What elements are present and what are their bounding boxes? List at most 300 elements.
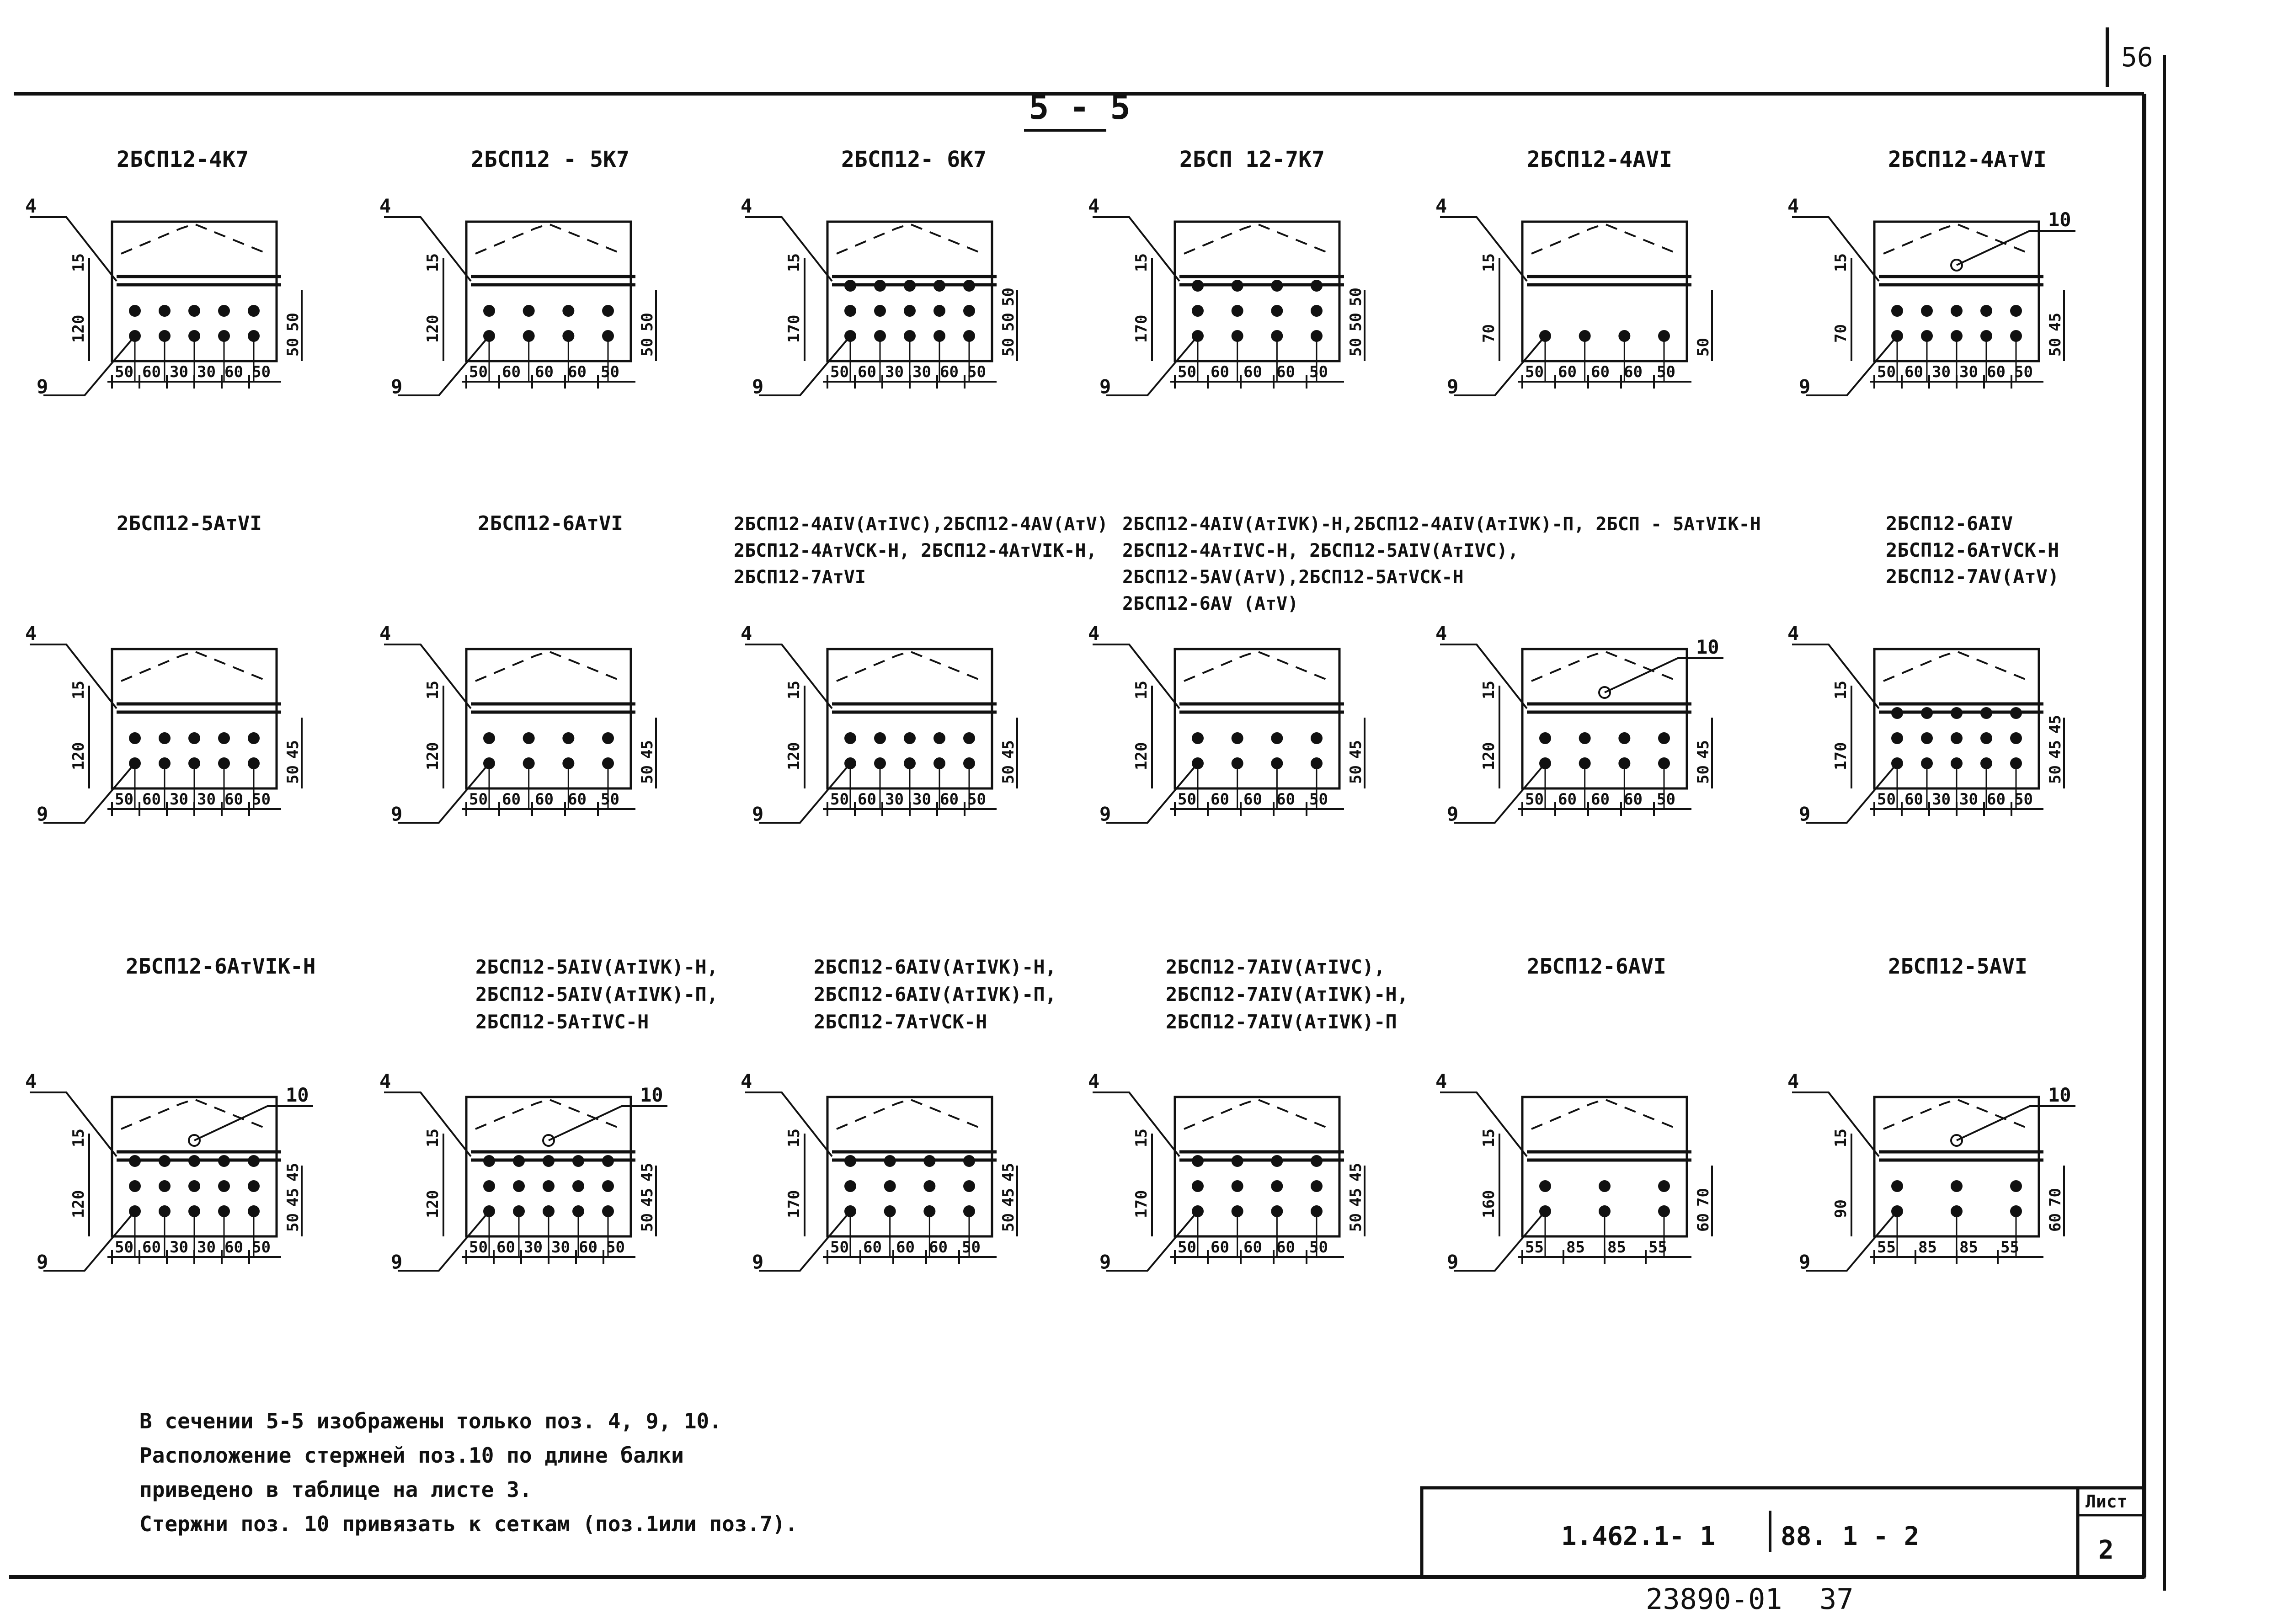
rebar-dot (1891, 1180, 1903, 1192)
dimension-label-bottom: 50 (469, 363, 488, 381)
dimension-label-right: 60 (1694, 1213, 1712, 1232)
rebar-dot (1232, 280, 1243, 292)
dimension-label-bottom: 60 (1987, 790, 2006, 809)
dimension-label-bottom: 50 (601, 790, 619, 809)
rebar-dot (844, 305, 856, 317)
rebar-dot (2010, 732, 2022, 744)
rebar-dot (159, 1155, 171, 1167)
note-line-2: Расположение стержней поз.10 по длине балки (139, 1443, 684, 1468)
rebar-dot (513, 1180, 525, 1192)
mark-pos-9: 9 (37, 1251, 48, 1273)
mark-pos-4: 4 (379, 622, 391, 644)
rebar-dot (1271, 305, 1283, 317)
rebar-dot (523, 732, 535, 744)
dimension-label-bottom: 60 (1904, 790, 1923, 809)
dimension-label-bottom: 60 (1624, 363, 1643, 381)
dimension-label-bottom: 30 (197, 790, 216, 809)
cross-section-r1c1 (25, 195, 302, 398)
mark-pos-9: 9 (37, 375, 48, 398)
dimension-label-left: 15 (1832, 1129, 1850, 1147)
dimension-label-bottom: 60 (1211, 363, 1229, 381)
dimension-label-left: 15 (1132, 681, 1151, 699)
dimension-label-right: 45 (284, 1163, 302, 1182)
mark-pos-4: 4 (25, 1070, 37, 1092)
dimension-label-bottom: 30 (524, 1238, 543, 1257)
dimension-label-right: 45 (999, 1163, 1018, 1182)
row-1-titles (117, 147, 2047, 172)
mark-pos-9: 9 (752, 375, 764, 398)
dimension-label-right: 45 (2046, 740, 2064, 759)
notes-block (139, 1409, 798, 1536)
dimension-label-left: 15 (785, 253, 803, 272)
rebar-dot (562, 305, 574, 317)
dimension-label-left: 170 (1132, 314, 1151, 343)
cross-section-r3c3 (741, 1070, 1018, 1273)
dimension-label-right: 50 (638, 765, 656, 784)
dimension-label-left: 120 (69, 1190, 88, 1218)
mark-pos-9: 9 (752, 803, 764, 825)
dimension-label-left: 70 (1480, 324, 1498, 343)
roof-dashed-line (121, 651, 267, 681)
rebar-dot (2010, 305, 2022, 317)
rebar-dot (1951, 1180, 1963, 1192)
dimension-label-bottom: 30 (551, 1238, 570, 1257)
dimension-label-bottom: 85 (1959, 1238, 1978, 1257)
dimension-label-bottom: 30 (170, 790, 188, 809)
dimension-label-bottom: 60 (863, 1238, 882, 1257)
rebar-dot (1951, 305, 1963, 317)
section-title-r2c3-l2: 2БСП12-4АтVСК-Н, 2БСП12-4АтVIК-Н, (734, 540, 1097, 561)
section-title-r3c5: 2БСП12-6АVI (1527, 954, 1666, 979)
rebar-dot (2010, 707, 2022, 719)
rebar-dot (543, 1155, 555, 1167)
rebar-dot (1658, 1180, 1670, 1192)
rebar-dot (963, 1155, 975, 1167)
dimension-label-bottom: 85 (1918, 1238, 1937, 1257)
dimension-label-bottom: 50 (1877, 363, 1896, 381)
row-2-titles (117, 512, 2059, 614)
section-title-r1c2: 2БСП12 - 5К7 (471, 147, 629, 172)
dimension-label-left: 70 (1832, 324, 1850, 343)
mark-pos-9: 9 (1799, 1251, 1811, 1273)
dimension-label-left: 15 (424, 253, 442, 272)
rebar-dot (248, 1155, 260, 1167)
dimension-label-bottom: 30 (170, 363, 188, 381)
dimension-label-bottom: 60 (568, 790, 587, 809)
dimension-label-right: 45 (999, 740, 1018, 759)
rebar-dot (1658, 732, 1670, 744)
rebar-dot (933, 732, 945, 744)
mark-pos-4: 4 (1088, 195, 1100, 217)
section-title-r3c4-l3: 2БСП12-7АIV(АтIVК)-П (1166, 1011, 1397, 1033)
rebar-dot (1192, 1155, 1204, 1167)
dimension-label-bottom: 60 (1211, 790, 1229, 809)
dimension-label-right: 45 (638, 1163, 656, 1182)
rebar-dot (1192, 305, 1204, 317)
mark-pos-9: 9 (1799, 375, 1811, 398)
mark-pos-9: 9 (1099, 1251, 1111, 1273)
dimension-label-bottom: 30 (170, 1238, 188, 1257)
dimension-label-left: 170 (1832, 742, 1850, 770)
dimension-label-bottom: 50 (1309, 1238, 1328, 1257)
dimension-label-bottom: 55 (1648, 1238, 1667, 1257)
rebar-dot (1271, 280, 1283, 292)
cross-section-r2c1 (25, 622, 302, 825)
dimension-label-bottom: 60 (142, 1238, 161, 1257)
rebar-dot (874, 305, 886, 317)
corner-mark: 56 (2121, 42, 2153, 73)
rebar-dot (963, 1180, 975, 1192)
dimension-label-left: 170 (785, 1190, 803, 1218)
dimension-label-bottom: 50 (830, 1238, 849, 1257)
roof-dashed-line (475, 1099, 622, 1129)
dimension-label-bottom: 60 (535, 363, 554, 381)
section-title-r1c3: 2БСП12- 6К7 (841, 147, 987, 172)
dimension-label-bottom: 60 (1276, 790, 1295, 809)
mark-pos-4: 4 (379, 195, 391, 217)
rebar-dot (1271, 1180, 1283, 1192)
dimension-label-bottom: 85 (1607, 1238, 1626, 1257)
dimension-label-left: 170 (785, 314, 803, 343)
dimension-label-bottom: 30 (885, 790, 904, 809)
dimension-label-left: 120 (1480, 742, 1498, 770)
section-title-r2c2: 2БСП12-6АтVI (478, 512, 623, 535)
mark-pos-4: 4 (741, 622, 752, 644)
dimension-label-bottom: 60 (1276, 1238, 1295, 1257)
rebar-dot (159, 305, 171, 317)
dimension-label-left: 120 (424, 742, 442, 770)
section-title-r2c6-l1: 2БСП12-6АIV (1886, 512, 2013, 535)
rebar-dot (1271, 732, 1283, 744)
dimension-label-bottom: 50 (1525, 363, 1544, 381)
dimension-label-right: 45 (2046, 313, 2064, 331)
roof-dashed-line (1883, 224, 2030, 254)
section-title-r3c2-l3: 2БСП12-5АтIVС-Н (475, 1011, 649, 1033)
dimension-label-bottom: 50 (252, 790, 271, 809)
rebar-dot (874, 732, 886, 744)
dimension-label-left: 120 (424, 1190, 442, 1218)
rebar-dot (1192, 1180, 1204, 1192)
rebar-dot (904, 305, 916, 317)
rebar-dot (248, 305, 260, 317)
rebar-dot (129, 732, 141, 744)
dimension-label-bottom: 50 (2014, 790, 2033, 809)
dimension-label-bottom: 50 (1525, 790, 1544, 809)
mark-pos-4: 4 (741, 1070, 752, 1092)
rebar-dot (188, 1155, 200, 1167)
rebar-dot (483, 1155, 495, 1167)
rebar-dot (483, 732, 495, 744)
section-title-r3c4-l2: 2БСП12-7АIV(АтIVК)-Н, (1166, 983, 1409, 1006)
mark-pos-4: 4 (1787, 195, 1799, 217)
dimension-label-bottom: 60 (502, 363, 521, 381)
rebar-dot (933, 280, 945, 292)
dimension-label-right: 50 (1347, 313, 1365, 331)
rebar-dot (159, 732, 171, 744)
rebar-dot (1618, 732, 1630, 744)
dimension-label-bottom: 55 (1525, 1238, 1544, 1257)
rebar-dot (129, 305, 141, 317)
mark-pos-9: 9 (391, 803, 403, 825)
rebar-dot (218, 1155, 230, 1167)
mark-pos-10: 10 (640, 1084, 663, 1106)
cross-section-r3c6 (1787, 1070, 2075, 1273)
rebar-dot (483, 305, 495, 317)
rebar-dot (218, 305, 230, 317)
rebar-dot (1311, 1155, 1323, 1167)
dimension-label-bottom: 60 (1211, 1238, 1229, 1257)
roof-dashed-line (1531, 224, 1678, 254)
dimension-label-right: 60 (2046, 1213, 2064, 1232)
note-line-4: Стержни поз. 10 привязать к сеткам (поз.1или поз.7). (139, 1512, 798, 1536)
dimension-label-right: 50 (638, 313, 656, 331)
rebar-dot (1579, 732, 1591, 744)
dimension-label-right: 50 (2046, 765, 2064, 784)
dimension-label-bottom: 50 (1657, 790, 1675, 809)
cross-section-r2c3 (741, 622, 1018, 825)
dimension-label-bottom: 50 (1178, 1238, 1196, 1257)
roof-dashed-line (121, 224, 267, 254)
section-title-r2c4-l3: 2БСП12-5АV(АтV),2БСП12-5АтVСК-Н (1122, 567, 1464, 588)
rebar-dot (904, 732, 916, 744)
dimension-label-bottom: 30 (1932, 363, 1951, 381)
section-title-r2c6-l2: 2БСП12-6АтVСК-Н (1886, 539, 2059, 561)
dimension-label-right: 50 (284, 765, 302, 784)
roof-dashed-line (1531, 651, 1678, 681)
dimension-label-bottom: 60 (224, 363, 243, 381)
roof-dashed-line (1883, 651, 2030, 681)
dimension-label-right: 50 (638, 1213, 656, 1232)
dimension-label-left: 160 (1480, 1190, 1498, 1218)
rebar-dot (1232, 1180, 1243, 1192)
section-title: 5 - 5 (1029, 88, 1131, 127)
dimension-label-left: 120 (785, 742, 803, 770)
dimension-label-bottom: 60 (1558, 790, 1577, 809)
dimension-label-left: 15 (424, 1129, 442, 1147)
mark-pos-9: 9 (1799, 803, 1811, 825)
rebar-dot (1192, 732, 1204, 744)
dimension-label-bottom: 30 (912, 363, 931, 381)
mark-pos-9: 9 (1099, 375, 1111, 398)
rebar-dot (884, 1155, 896, 1167)
rebar-dot (1232, 732, 1243, 744)
dimension-label-right: 50 (1694, 765, 1712, 784)
rebar-dot (513, 1155, 525, 1167)
dimension-label-right: 45 (1347, 1188, 1365, 1207)
note-line-1: В сечении 5-5 изображены только поз. 4, 9, 10. (139, 1409, 722, 1433)
rebar-dot (1891, 707, 1903, 719)
dimension-label-bottom: 50 (967, 790, 986, 809)
dimension-label-bottom: 50 (115, 1238, 133, 1257)
dimension-label-left: 15 (1132, 253, 1151, 272)
dimension-label-right: 70 (2046, 1188, 2064, 1207)
rebar-dot (602, 1155, 614, 1167)
rebar-dot (844, 1180, 856, 1192)
rebar-dot (874, 280, 886, 292)
mark-pos-10: 10 (2048, 1084, 2071, 1106)
dimension-label-left: 15 (1480, 681, 1498, 699)
dimension-label-left: 15 (69, 253, 88, 272)
dimension-label-bottom: 60 (1624, 790, 1643, 809)
dimension-label-right: 45 (1694, 740, 1712, 759)
mark-pos-4: 4 (379, 1070, 391, 1092)
dimension-label-right: 50 (284, 313, 302, 331)
cross-section-r2c6 (1787, 622, 2064, 825)
dimension-label-right: 70 (1694, 1188, 1712, 1207)
dimension-label-bottom: 50 (1309, 363, 1328, 381)
dimension-label-bottom: 60 (579, 1238, 597, 1257)
mark-pos-4: 4 (741, 195, 752, 217)
dimension-label-left: 15 (1480, 253, 1498, 272)
roof-dashed-line (1184, 1099, 1330, 1129)
dimension-label-bottom: 50 (967, 363, 986, 381)
dimension-label-bottom: 50 (1309, 790, 1328, 809)
section-title-r2c4-l2: 2БСП12-4АтIVС-Н, 2БСП12-5АIV(АтIVС), (1122, 540, 1519, 561)
dimension-label-bottom: 60 (535, 790, 554, 809)
dimension-label-bottom: 50 (115, 790, 133, 809)
cross-section-r2c2 (379, 622, 656, 825)
dimension-label-right: 50 (638, 338, 656, 357)
mark-pos-4: 4 (1435, 195, 1447, 217)
dimension-label-bottom: 50 (1178, 363, 1196, 381)
rebar-dot (1951, 707, 1963, 719)
dimension-label-right: 50 (1347, 765, 1365, 784)
dimension-label-bottom: 60 (496, 1238, 515, 1257)
section-title-r2c3-l1: 2БСП12-4АIV(АтIVС),2БСП12-4АV(АтV) (734, 514, 1108, 535)
rebar-dot (2010, 1180, 2022, 1192)
dimension-label-right: 50 (1347, 338, 1365, 357)
rebar-dot (159, 1180, 171, 1192)
section-title-r3c2-l1: 2БСП12-5АIV(АтIVК)-Н, (475, 956, 719, 978)
cross-section-r2c5 (1435, 622, 1723, 825)
rebar-dot (923, 1180, 935, 1192)
doc-code: 1.462.1- 1 (1561, 1522, 1716, 1551)
cross-section-r1c6 (1787, 195, 2075, 398)
mark-pos-4: 4 (1088, 1070, 1100, 1092)
rebar-dot (1921, 707, 1933, 719)
dimension-label-right: 45 (284, 740, 302, 759)
dimension-label-left: 120 (69, 314, 88, 343)
dimension-label-right: 50 (2046, 338, 2064, 357)
dimension-label-bottom: 60 (1591, 790, 1610, 809)
dimension-label-bottom: 50 (469, 1238, 488, 1257)
section-title-r1c6: 2БСП12-4АтVI (1888, 147, 2047, 172)
rebar-dot (1921, 305, 1933, 317)
section-title-r3c3-l2: 2БСП12-6АIV(АтIVК)-П, (814, 983, 1057, 1006)
rebar-dot (923, 1155, 935, 1167)
mark-pos-9: 9 (391, 375, 403, 398)
mark-pos-9: 9 (37, 803, 48, 825)
mark-pos-9: 9 (1447, 803, 1459, 825)
dimension-label-left: 15 (1832, 253, 1850, 272)
section-title-r1c5: 2БСП12-4АVI (1527, 147, 1672, 172)
section-title-r3c3-l3: 2БСП12-7АтVСК-Н (814, 1011, 987, 1033)
dimension-label-left: 15 (69, 1129, 88, 1147)
section-title-r3c6: 2БСП12-5АVI (1888, 954, 2027, 979)
rebar-dot (129, 1180, 141, 1192)
mark-pos-9: 9 (752, 1251, 764, 1273)
dimension-label-bottom: 85 (1566, 1238, 1585, 1257)
rebar-dot (602, 1180, 614, 1192)
dimension-label-bottom: 30 (912, 790, 931, 809)
dimension-label-bottom: 60 (568, 363, 587, 381)
section-title-r2c3-l3: 2БСП12-7АтVI (734, 567, 866, 588)
roof-dashed-line (475, 651, 622, 681)
rebar-dot (1891, 732, 1903, 744)
roof-dashed-line (1531, 1099, 1678, 1129)
rebar-dot (1232, 1155, 1243, 1167)
rebar-dot (1539, 732, 1551, 744)
dimension-label-right: 50 (1347, 1213, 1365, 1232)
doc-part: 88. 1 - 2 (1781, 1522, 1920, 1551)
rebar-dot (562, 732, 574, 744)
dimension-label-right: 50 (999, 765, 1018, 784)
rebar-dot (1539, 1180, 1551, 1192)
dimension-label-left: 15 (785, 681, 803, 699)
cross-section-r3c1 (25, 1070, 313, 1273)
dimension-label-bottom: 50 (606, 1238, 625, 1257)
dimension-label-left: 170 (1132, 1190, 1151, 1218)
rebar-dot (248, 732, 260, 744)
dimension-label-bottom: 60 (1243, 790, 1262, 809)
mark-pos-4: 4 (1435, 1070, 1447, 1092)
dimension-label-right: 50 (999, 288, 1018, 306)
dimension-label-bottom: 60 (940, 790, 959, 809)
mark-pos-9: 9 (1447, 375, 1459, 398)
dimension-label-bottom: 60 (142, 790, 161, 809)
dimension-label-bottom: 30 (1959, 790, 1978, 809)
dimension-label-bottom: 50 (830, 790, 849, 809)
dimension-label-bottom: 50 (252, 1238, 271, 1257)
rebar-dot (904, 280, 916, 292)
roof-dashed-line (837, 1099, 983, 1129)
dimension-label-bottom: 30 (1959, 363, 1978, 381)
dimension-label-bottom: 60 (896, 1238, 915, 1257)
dimension-label-bottom: 60 (940, 363, 959, 381)
rebar-dot (844, 280, 856, 292)
rebar-dot (188, 1180, 200, 1192)
dimension-label-right: 50 (284, 1213, 302, 1232)
cross-section-r3c5 (1435, 1070, 1712, 1273)
dimension-label-right: 50 (999, 313, 1018, 331)
roof-dashed-line (121, 1099, 267, 1129)
rebar-dot (963, 305, 975, 317)
dimension-label-right: 45 (638, 740, 656, 759)
dimension-label-bottom: 50 (962, 1238, 981, 1257)
dimension-label-left: 15 (1832, 681, 1850, 699)
rebar-dot (572, 1155, 584, 1167)
cross-section-r1c3 (741, 195, 1018, 398)
cross-section-r1c5 (1435, 195, 1712, 398)
dimension-label-right: 45 (638, 1188, 656, 1207)
rebar-dot (218, 1180, 230, 1192)
mark-pos-9: 9 (1447, 1251, 1459, 1273)
roof-dashed-line (837, 224, 983, 254)
dimension-label-right: 45 (999, 1188, 1018, 1207)
rebar-dot (1599, 1180, 1611, 1192)
dimension-label-right: 45 (1347, 740, 1365, 759)
dimension-label-bottom: 50 (1657, 363, 1675, 381)
rebar-dot (1311, 1180, 1323, 1192)
dimension-label-bottom: 50 (252, 363, 271, 381)
dimension-label-bottom: 60 (1591, 363, 1610, 381)
section-title-r3c3-l1: 2БСП12-6АIV(АтIVК)-Н, (814, 956, 1057, 978)
dimension-label-bottom: 30 (885, 363, 904, 381)
dimension-label-left: 15 (1480, 1129, 1498, 1147)
section-title-r2c4-l4: 2БСП12-6АV (АтV) (1122, 593, 1299, 614)
sheet-number: 2 (2098, 1535, 2114, 1565)
dimension-label-right: 45 (1347, 1163, 1365, 1182)
